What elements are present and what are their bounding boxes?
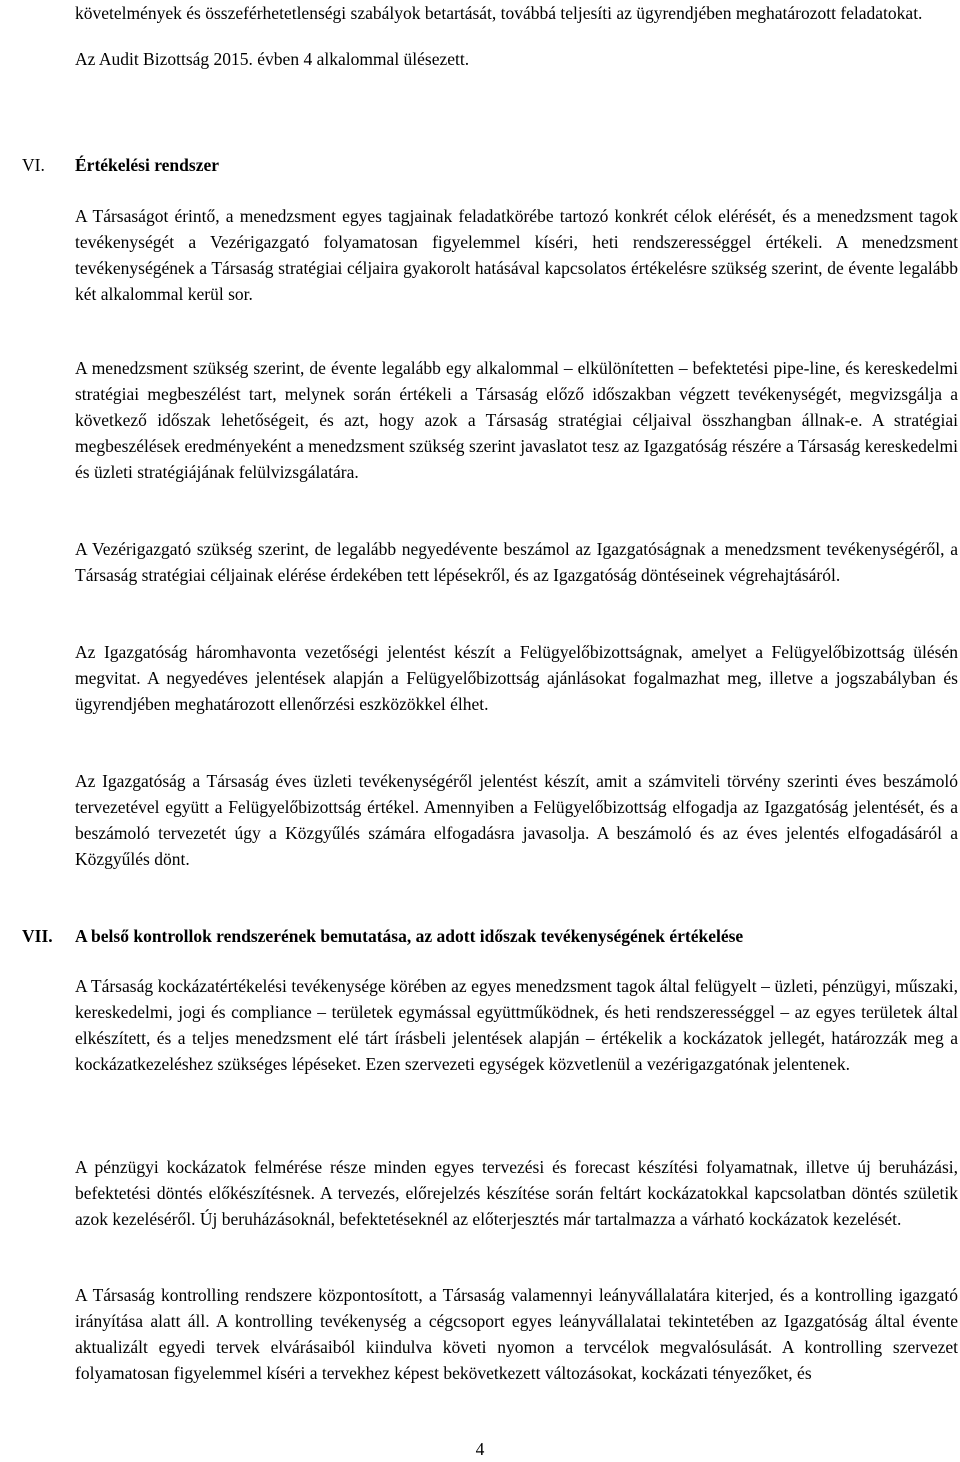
- section-vii-number: VII.: [22, 926, 53, 946]
- audit-meetings-paragraph: Az Audit Bizottság 2015. évben 4 alkalommal ülésezett.: [75, 49, 470, 69]
- section-vii-title: A belső kontrollok rendszerének bemutatása, az adott időszak tevékenységének értékelése: [75, 926, 744, 946]
- section-vi-paragraph-3: A Vezérigazgató szükség szerint, de legalább negyedévente beszámol az Igazgatóságnak a menedzsment tevékenységéről, a Társaság stratégiai céljainak elérése érdekében tett lépésekről, és az Igazgatóság döntéseinek végrehajtásáról.: [75, 539, 958, 585]
- section-vi-paragraph-4: Az Igazgatóság háromhavonta vezetőségi jelentést készít a Felügyelőbizottságnak, amelyet a Felügyelőbizottság ülésén megvitat. A negyedéves jelentések alapján a Felügyelőbizottság ajánlásokat fogalmazhat meg, illetve a jogszabályban és ügyrendjében meghatározott ellenőrzési eszközökkel élhet.: [75, 642, 958, 714]
- section-vi-paragraph-2: A menedzsment szükség szerint, de évente legalább egy alkalommal – elkülönítetten – befektetési pipe-line, és kereskedelmi stratégiai megbeszélést tart, melynek során értékeli a Társaság előző időszakban végzett tevékenységét, megvizsgálja a következő időszak lehetőségeit, és azt, hogy azok a Társaság stratégiai céljaival összhangban állnak-e. A stratégiai megbeszélések eredményeként a menedzsment szükség szerint javaslatot tesz az Igazgatóság részére a Társaság kereskedelmi és üzleti stratégiájának felülvizsgálatára.: [75, 358, 958, 482]
- section-vi-paragraph-1: A Társaságot érintő, a menedzsment egyes tagjainak feladatkörébe tartozó konkrét célok elérését, és a menedzsment tagok tevékenységét a Vezérigazgató folyamatosan figyelemmel kíséri, heti rendszerességgel értékeli. A menedzsment tevékenységének a Társaság stratégiai céljaira gyakorolt hatásával kapcsolatos értékelésre szükség szerint, de évente legalább két alkalommal kerül sor.: [75, 206, 958, 304]
- section-vi-number: VI.: [22, 155, 45, 175]
- section-vi-paragraph-5: Az Igazgatóság a Társaság éves üzleti tevékenységéről jelentést készít, amit a számviteli törvény szerinti éves beszámoló tervezetével együtt a Felügyelőbizottság értékel. Amennyiben a Felügyelőbizottság elfogadja az Igazgatóság jelentését, és a beszámoló tervezetét úgy a Közgyűlés számára elfogadásra javasolja. A beszámoló és az éves jelentés elfogadásáról a Közgyűlés dönt.: [75, 771, 958, 869]
- intro-continuation-paragraph: követelmények és összeférhetetlenségi szabályok betartását, továbbá teljesíti az ügyrendjében meghatározott feladatokat.: [75, 3, 923, 23]
- section-vii-paragraph-2: A pénzügyi kockázatok felmérése része minden egyes tervezési és forecast készítési folyamatnak, illetve új beruházási, befektetési döntés előkészítésnek. A tervezés, előrejelzés készítése során feltárt kockázatokkal kapcsolatban döntés születik azok kezeléséről. Új beruházásoknál, befektetéseknél az előterjesztés már tartalmazza a várható kockázatok kezelését.: [75, 1157, 958, 1229]
- section-vii-paragraph-1: A Társaság kockázatértékelési tevékenysége körében az egyes menedzsment tagok által felügyelt – üzleti, pénzügyi, műszaki, kereskedelmi, jogi és compliance – területek egymással együttműködnek, és heti rendszerességgel – az egyes területek által elkészített, és a teljes menedzsment elé tárt írásbeli jelentések alapján – értékelik a kockázatok jellegét, határozzák meg a kockázatkezeléshez szükséges lépéseket. Ezen szervezeti egységek közvetlenül a vezérigazgatónak jelentenek.: [75, 976, 958, 1074]
- section-vii-paragraph-3: A Társaság kontrolling rendszere központosított, a Társaság valamennyi leányvállalatára kiterjed, és a kontrolling igazgató irányítása alatt áll. A kontrolling tevékenység a cégcsoport egyes leányvállalatai tekintetében az Igazgatóság által évente aktualizált egyedi tervek elvárásaiból kiindulva követi nyomon a tervcélok megvalósulását. A kontrolling szervezet folyamatosan figyelemmel kíséri a tervekhez képest bekövetkezett változásokat, kockázati tényezőket, és: [75, 1285, 958, 1383]
- section-vi-title: Értékelési rendszer: [75, 155, 220, 175]
- page-number: 4: [475, 1439, 485, 1459]
